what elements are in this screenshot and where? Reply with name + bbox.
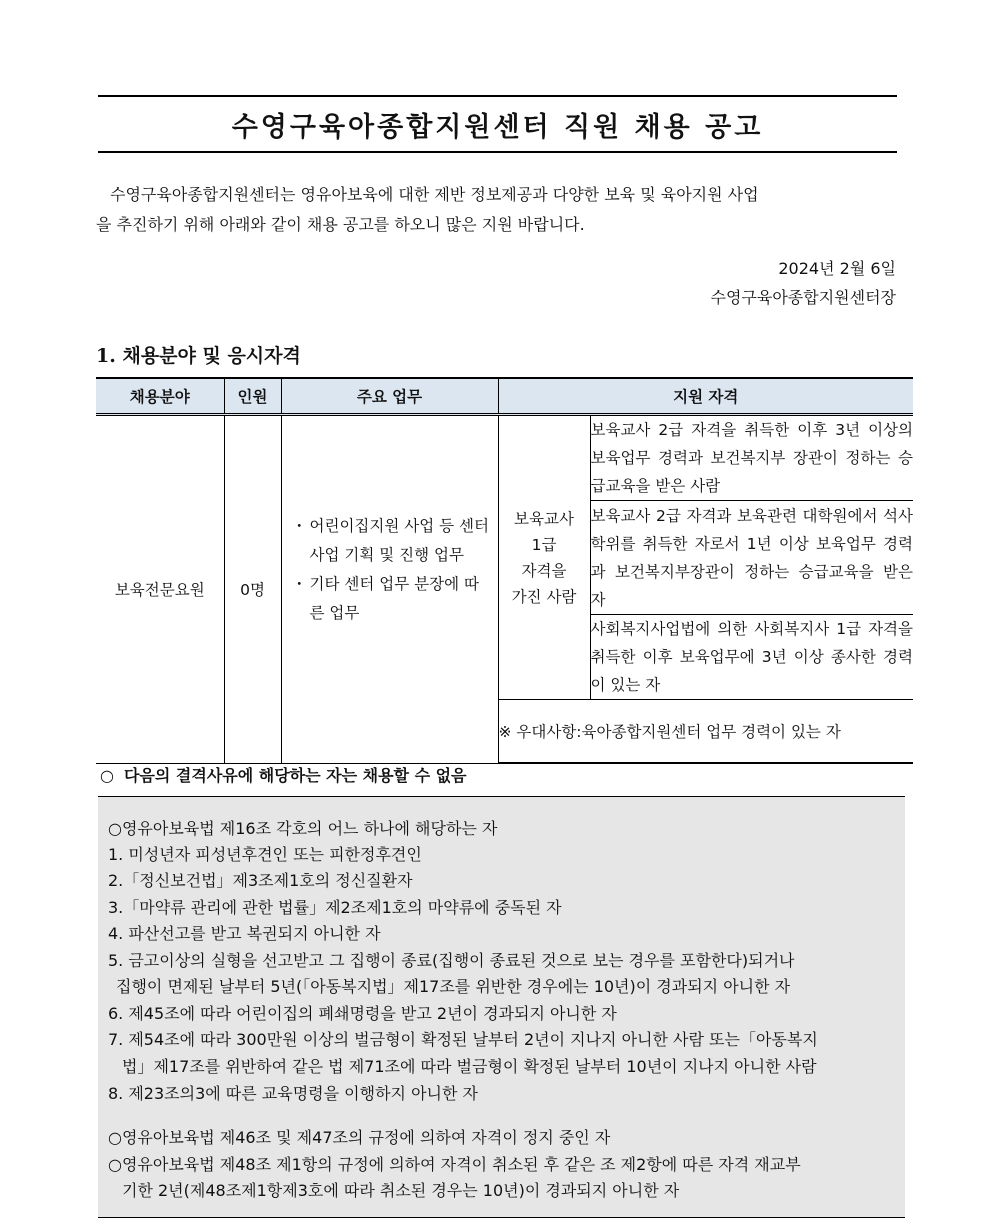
duty-bullet: ・ — [291, 517, 308, 536]
duty-bullet: ・ — [291, 575, 308, 594]
section-title: 1. 채용분야 및 응시자격 — [96, 345, 301, 367]
signer: 수영구육아종합지원센터장 — [710, 288, 896, 307]
disqualification-box — [98, 796, 905, 1218]
intro-line-2: 을 추진하기 위해 아래와 같이 채용 공고를 하오니 많은 지원 바랍니다. — [96, 215, 585, 234]
header-field: 채용분야 — [96, 378, 224, 415]
list-item: ○영유아보육법 제16조 각호의 어느 하나에 해당하는 자 — [108, 819, 498, 838]
header-qualification: 지원 자격 — [498, 378, 913, 415]
list-item: 1. 미성년자 피성년후견인 또는 피한정후견인 — [108, 845, 422, 864]
table-header-row — [96, 378, 913, 415]
intro-paragraph — [96, 180, 898, 240]
duty-item-1: ・ 어린이집지원 사업 등 센터 사업 기획 및 진행 업무 — [292, 512, 492, 570]
list-item: ○영유아보육법 제48조 제1항의 규정에 의하여 자격이 취소된 후 같은 조 제2항에 따른 자격 재교부 — [108, 1155, 801, 1174]
disqualification-heading: ○ 다음의 결격사유에 해당하는 자는 채용할 수 없음 — [100, 766, 467, 785]
list-item: 법」제17조를 위반하여 같은 법 제71조에 따라 벌금형이 확정된 날부터 10년이 지나지 아니한 사람 — [122, 1057, 817, 1076]
duties-cell — [281, 415, 498, 764]
list-item: 2.「정신보건법」제3조제1호의 정신질환자 — [108, 871, 413, 890]
qualification-2: 보육교사 2급 자격과 보육관련 대학원에서 석사학위를 취득한 자로서 1년 이상 보육업무 경력과 보건복지부장관이 정하는 승급교육을 받은 자 — [590, 501, 913, 615]
intro-line-1: 수영구육아종합지원센터는 영유아보육에 대한 제반 정보제공과 다양한 보육 및 육아지원 사업 — [110, 185, 759, 204]
qualification-label-cell: 보육교사 1급 자격을 가진 사람 — [498, 415, 590, 700]
list-item: 집행이 면제된 날부터 5년(「아동복지법」제17조를 위반한 경우에는 10년)이 경과되지 아니한 자 — [116, 977, 791, 996]
list-item: 6. 제45조에 따라 어린이집의 폐쇄명령을 받고 2년이 경과되지 아니한 자 — [108, 1004, 617, 1023]
list-item: 8. 제23조의3에 따른 교육명령을 이행하지 아니한 자 — [108, 1084, 478, 1103]
count-cell: 0명 — [224, 415, 281, 764]
page-title: 수영구육아종합지원센터 직원 채용 공고 — [231, 111, 764, 143]
list-item: 3.「마약류 관리에 관한 법률」제2조제1호의 마약류에 중독된 자 — [108, 898, 562, 917]
duty-item-2: ・ 기타 센터 업무 분장에 따른 업무 — [292, 570, 492, 628]
recruitment-table — [96, 377, 913, 764]
qualification-3: 사회복지사업법에 의한 사회복지사 1급 자격을 취득한 이후 보육업무에 3년 이상 종사한 경력이 있는 자 — [590, 615, 913, 700]
circle-bullet: ○ — [100, 766, 114, 785]
header-count: 인원 — [224, 378, 281, 415]
qualification-1: 보육교사 2급 자격을 취득한 이후 3년 이상의 보육업무 경력과 보건복지부 장관이 정하는 승급교육을 받은 사람 — [590, 415, 913, 501]
list-item: 5. 금고이상의 실형을 선고받고 그 집행이 종료(집행이 종료된 것으로 보는 경우를 포함한다)되거나 — [108, 951, 795, 970]
header-duties: 주요 업무 — [281, 378, 498, 415]
field-cell: 보육전문요원 — [96, 415, 224, 764]
list-item: ○영유아보육법 제46조 및 제47조의 규정에 의하여 자격이 정지 중인 자 — [108, 1128, 611, 1147]
preference-note: ※ 우대사항:육아종합지원센터 업무 경력이 있는 자 — [498, 700, 913, 764]
announcement-date: 2024년 2월 6일 — [778, 259, 896, 278]
list-item: 4. 파산선고를 받고 복권되지 아니한 자 — [108, 924, 381, 943]
list-item: 기한 2년(제48조제1항제3호에 따라 취소된 경우는 10년)이 경과되지 아니한 자 — [122, 1181, 680, 1200]
title-box — [98, 95, 897, 153]
list-item: 7. 제54조에 따라 300만원 이상의 벌금형이 확정된 날부터 2년이 지나지 아니한 사람 또는「아동복지 — [108, 1030, 818, 1049]
table-row — [96, 415, 913, 501]
